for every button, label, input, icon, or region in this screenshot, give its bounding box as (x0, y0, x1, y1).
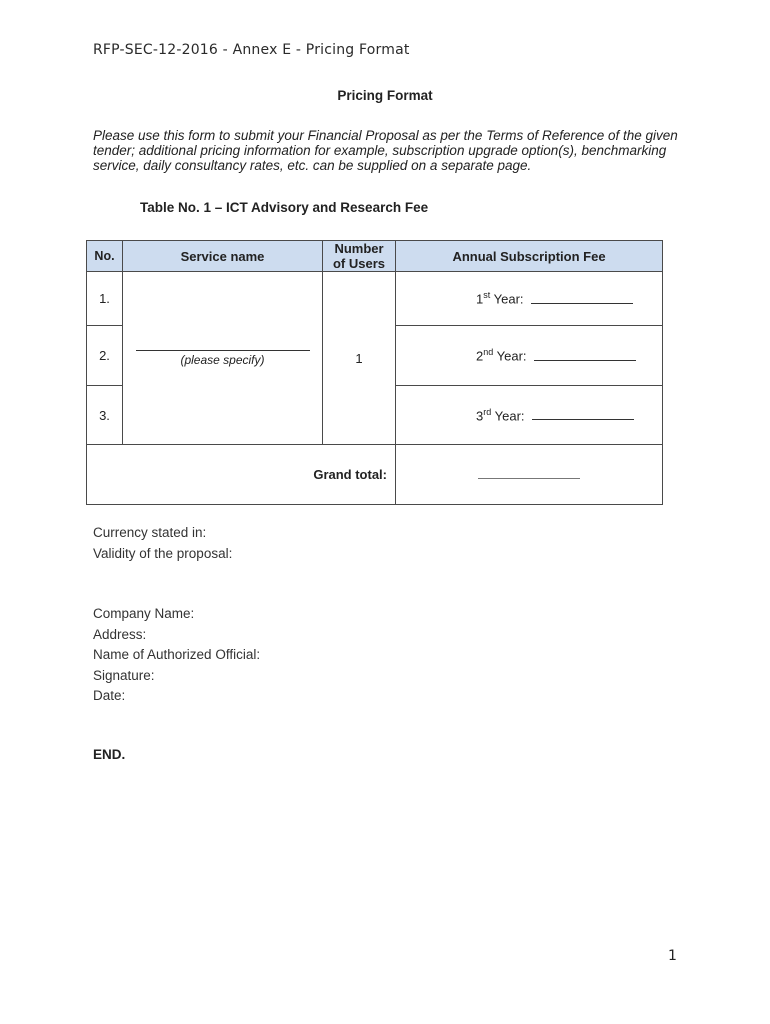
header-annual-subscription-fee: Annual Subscription Fee (396, 241, 663, 272)
grand-total-row (87, 445, 663, 505)
fee-input-line[interactable] (531, 291, 633, 304)
year-label: Year: (494, 408, 525, 424)
header-service-name: Service name (123, 241, 323, 272)
pricing-table (86, 240, 663, 505)
fee-cell-year-1 (396, 272, 663, 326)
document-header: RFP-SEC-12-2016 - Annex E - Pricing Format (93, 42, 410, 58)
row-number: 3. (87, 386, 123, 445)
row-number: 2. (87, 326, 123, 386)
currency-label: Currency stated in: (93, 525, 207, 540)
table-header-row (87, 241, 663, 272)
address-label: Address: (93, 626, 147, 642)
service-name-cell (123, 272, 323, 445)
fee-cell-year-3 (396, 386, 663, 445)
table-row (87, 272, 663, 326)
fee-input-line[interactable] (532, 407, 634, 420)
year-label: Year: (496, 348, 527, 364)
number-of-users-cell: 1 (323, 272, 396, 445)
grand-total-input-line[interactable] (478, 472, 580, 479)
validity-label: Validity of the proposal: (93, 545, 233, 561)
page-number: 1 (668, 948, 677, 964)
signature-label: Signature: (93, 667, 155, 683)
header-number-of-users: Number of Users (323, 241, 396, 272)
page-title: Pricing Format (337, 88, 433, 103)
table-caption: Table No. 1 – ICT Advisory and Research Fee (140, 200, 429, 215)
intro-paragraph: Please use this form to submit your Financial Proposal as per the Terms of Reference of the given tender; additional pricing information for example, subscription upgrade option(s), benchmarking service, daily consultancy rates, etc. can be supplied on a separate page. (93, 128, 678, 173)
service-name-line[interactable] (136, 350, 310, 351)
year-number: 3 (476, 408, 484, 424)
authorized-official-label: Name of Authorized Official: (93, 647, 261, 662)
row-number: 1. (87, 272, 123, 326)
year-number: 2 (476, 348, 484, 364)
end-marker: END. (93, 747, 126, 762)
year-suffix: rd (483, 406, 492, 417)
year-number: 1 (476, 291, 484, 307)
fee-cell-year-2 (396, 326, 663, 386)
proposal-details (93, 523, 232, 564)
year-suffix: st (483, 290, 491, 301)
grand-total-label: Grand total: (87, 445, 396, 505)
header-no: No. (87, 241, 123, 272)
fee-input-line[interactable] (534, 348, 636, 361)
date-label: Date: (93, 688, 126, 703)
year-label: Year: (493, 291, 524, 307)
company-details (93, 604, 260, 707)
service-name-note: (please specify) (180, 352, 265, 367)
grand-total-cell (396, 445, 663, 505)
company-name-label: Company Name: (93, 606, 195, 621)
year-suffix: nd (483, 347, 494, 358)
